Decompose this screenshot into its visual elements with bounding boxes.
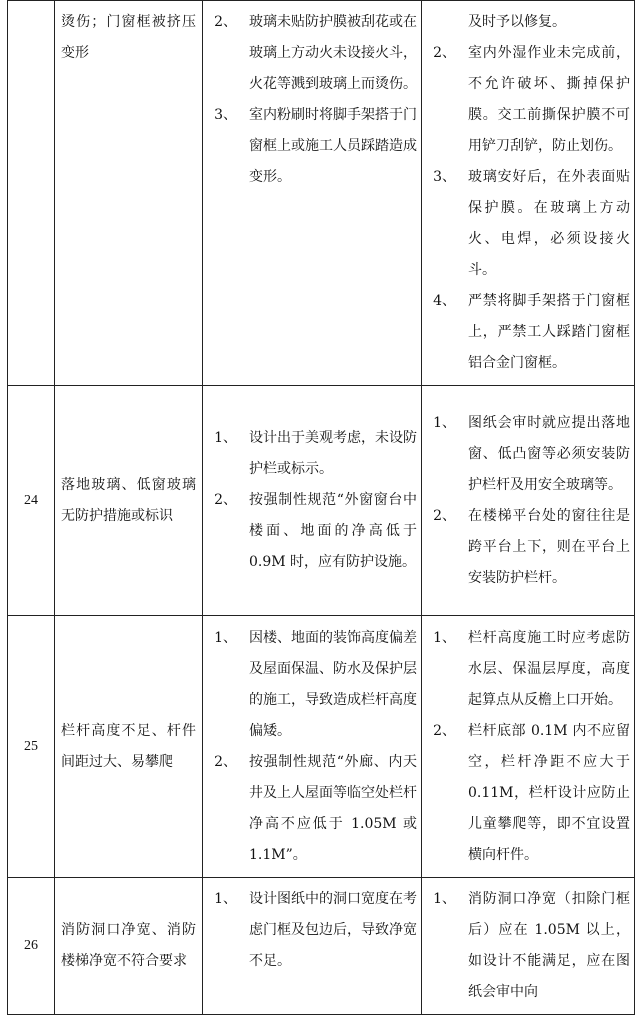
row-number: [8, 1, 55, 386]
list-item: 1、 设计图纸中的洞口宽度在考虑门框及包边后，导致净宽不足。: [214, 891, 417, 969]
list-item: 2、 室内外湿作业未完成前，不允许破坏、撕掉保护膜。交工前撕保护膜不可用铲刀刮铲，防止划伤。: [433, 45, 630, 154]
cause-cell: [203, 386, 422, 616]
measure-cell: [422, 616, 635, 878]
list-item: 2、 按强制性规范“外窗窗台中楼面、地面的净高低于 0.9M 时，应有防护设施。: [214, 492, 417, 570]
list-item: 2、 按强制性规范“外廊、内天井及上人屋面等临空处栏杆净高不应低于 1.05M 或 1.1M”。: [214, 753, 417, 863]
list-item: 2、 栏杆底部 0.1M 内不应留空，栏杆净距不应大于 0.11M，栏杆设计应防止儿童攀爬等，即不宜设置横向杆件。: [433, 722, 630, 863]
list-item: 1、 设计出于美观考虑，未设防护栏或标示。: [214, 430, 417, 477]
row-number: 26: [8, 878, 55, 1015]
list-item: 2、 玻璃未贴防护膜被刮花或在玻璃上方动火未设接火斗，火花等溅到玻璃上而烫伤。: [214, 14, 417, 92]
list-item: 及时予以修复。: [468, 14, 566, 30]
issue-cell: 落地玻璃、低窗玻璃无防护措施或标识: [55, 386, 203, 616]
list-item: 2、 在楼梯平台处的窗往往是跨平台上下，则在平台上安装防护栏杆。: [433, 507, 630, 586]
issue-cell: 消防洞口净宽、消防楼梯净宽不符合要求: [55, 878, 203, 1015]
table-row: [8, 386, 635, 616]
list-item: 1、 栏杆高度施工时应考虑防水层、保温层厚度，高度起算点从反檐上口开始。: [433, 629, 630, 708]
list-item: 1、 消防洞口净宽（扣除门框后）应在 1.05M 以上，如设计不能满足，应在图纸会审中向: [433, 891, 630, 1000]
list-item: 1、 因楼、地面的装饰高度偏差及屋面保温、防水及保护层的施工，导致造成栏杆高度偏矮。: [214, 629, 417, 739]
table-row: [8, 878, 635, 1015]
defect-table: [7, 0, 635, 1015]
cause-cell: [203, 616, 422, 878]
measure-cell: [422, 386, 635, 616]
list-item: 3、 玻璃安好后，在外表面贴保护膜。在玻璃上方动火、电焊，必须设接火斗。: [433, 169, 630, 278]
list-item: 1、 图纸会审时就应提出落地窗、低凸窗等必须安装防护栏杆及用安全玻璃等。: [433, 414, 630, 493]
cause-cell: [203, 878, 422, 1015]
table-row: [8, 1, 635, 386]
issue-cell: 栏杆高度不足、杆件间距过大、易攀爬: [55, 616, 203, 878]
issue-cell: 烫伤；门窗框被挤压变形: [55, 1, 203, 386]
list-item: 4、 严禁将脚手架搭于门窗框上，严禁工人踩踏门窗框铝合金门窗框。: [433, 293, 630, 371]
list-item: 3、 室内粉刷时将脚手架搭于门窗框上或施工人员踩踏造成变形。: [214, 107, 417, 185]
row-number: 25: [8, 616, 55, 878]
row-number: 24: [8, 386, 55, 616]
cause-cell: [203, 1, 422, 386]
table-row: [8, 616, 635, 878]
measure-cell: [422, 1, 635, 386]
measure-cell: [422, 878, 635, 1015]
